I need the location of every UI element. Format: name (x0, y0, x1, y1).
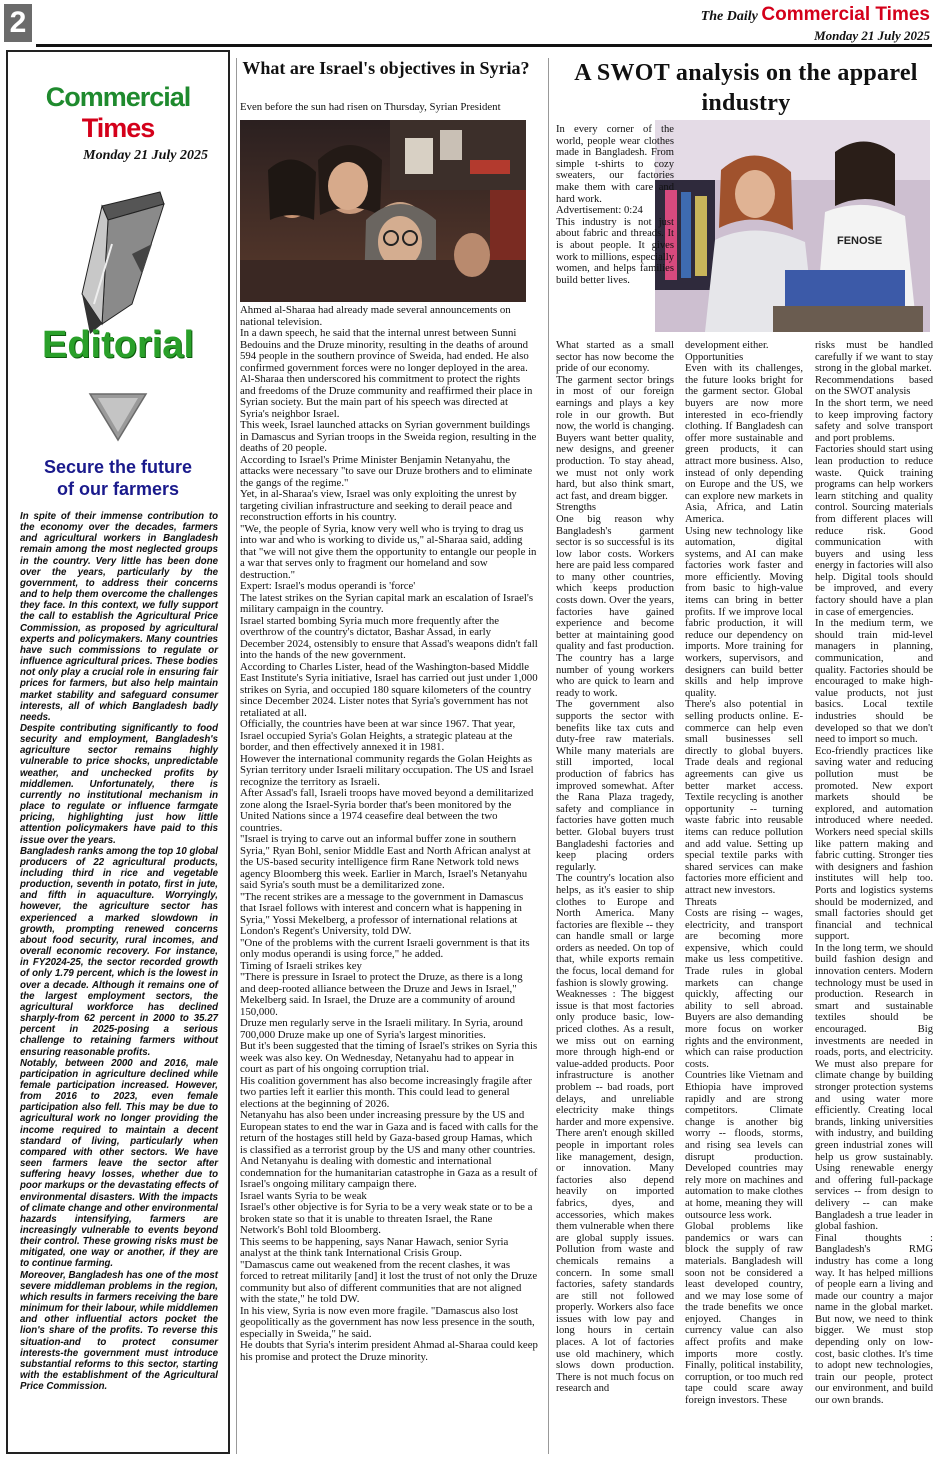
editorial-headline-line2: of our farmers (56, 479, 180, 499)
editorial-paragraph: Moreover, Bangladesh has one of the most severe middleman problems in the region, which results in farmers receiving the bare minimum for their labour, while middlemen and other influential actors pocket the lion's share of the profits. To reverse this situation-and to protect consumer interests-the government must introduce substantial reforms to this sector, starting with the establishment of the Agricultural Price Commission. (20, 1269, 218, 1393)
swot-subhead: Threats (685, 896, 717, 908)
israel-paragraph: After Assad's fall, Israeli troops have moved beyond a demilitarized zone along the Israel-Syria border that's been monitored by the United Nations since a 1974 ceasefire deal between the two countries. (240, 787, 534, 834)
editorial-paragraph: In spite of their immense contribution to the economy over the decades, farmers and agricultural workers in Bangladesh remain among the most neglected groups in the country. Very little has been done over the years, particularly by the government, to address their concerns and to help them overcome the challenges they face. In this context, we fully support the call to establish the Agricultural Price Commission, as proposed by agricultural experts and policymakers. Many countries have such commissions to regulate or influence agricultural prices. These bodies not only play a crucial role in ensuring fair prices for farmers, but also help maintain market stability and safeguard consumer interests, all of which Bangladesh badly needs. (20, 511, 218, 723)
swot-paragraph: Final thoughts : Bangladesh's RMG industry has come a long way. It has helped millions of people earn a living and made our country a major name in the global market. But now, we need to think bigger. We must stop depending only on low-cost, basic clothes. It's time to adopt new technologies, train our people, protect our environment, and build our own brands. (815, 1232, 933, 1407)
protest-photo (240, 120, 526, 302)
header-rule (36, 44, 932, 47)
israel-paragraph: In a dawn speech, he said that the internal unrest between Sunni Bedouins and the Druze minority, resulting in the deaths of around 594 people in the southern province of Sweida, had ended. He also confirmed government forces were no longer deployed in the area. (240, 327, 529, 374)
israel-paragraph: Al-Sharaa then underscored his commitment to protect the rights and freedoms of the Druze community and reaffirmed their place in Syrian society. But the main part of his speech was directed at Syria's neighbor Israel. (240, 373, 533, 420)
editorial-paragraph: Notably, between 2000 and 2016, male participation in agriculture declined while female participation increased. However, from 2016 to 2023, even female participation also fell. This may be due to agricultural work no longer providing the income required to maintain a decent standard of living, particularly when compared with other sectors. We have seen farmers leave the sector after suffering heavy losses, whether due to poor markups or the devastating effects of environmental disasters. With the impacts of climate change and other environmental hazards intensifying, farmers are increasingly vulnerable to events beyond their control. These growing risks must be mitigated, one way or another, if they are to continue farming. (20, 1057, 218, 1270)
israel-paragraph: Officially, the countries have been at war since 1967. That year, Israel occupied Syria's Golan Heights, a strategic plateau at the border, and then effectively annexed it in 1981. (240, 718, 516, 753)
israel-article-title: What are Israel's objectives in Syria? (242, 58, 530, 78)
israel-paragraph: He doubts that Syria's interim president Ahmad al-Sharaa could keep his promise and protect the Druze minority. (240, 1339, 538, 1363)
editorial-body (20, 511, 218, 1392)
israel-paragraph: According to Israel's Prime Minister Benjamin Netanyahu, the attacks were necessary "to save our Druze brothers and to eliminate the gangs of the regime." (240, 453, 533, 489)
swot-paragraph: Eco-friendly practices like saving water and reducing pollution must be promoted. New export markets should be explored, and automation introduced where needed. Workers need special skills like pattern making and fabric cutting. Stronger ties with designers and fashion institutes will help too. Ports and logistics systems should be modernized, and small factories should get financial and technical support. (815, 745, 933, 943)
swot-column-3 (815, 340, 933, 1452)
israel-paragraph: The latest strikes on the Syrian capital mark an escalation of Israel's military campaign in the country. (240, 591, 534, 615)
swot-paragraph: There's also potential in selling products online. E-commerce can help even small businesses sell directly to global buyers. Trade deals and regional agreements can give us better market access. Textile recycling is another opportunity -- turning waste fabric into reusable items can reduce pollution and add value. Setting up special textile parks with shared services can make factories more efficient and attract new investors. (685, 699, 803, 896)
swot-paragraph: Factories should start using lean production to reduce waste. Quick training programs can help workers learn stitching and quality control. Sourcing materials from different places will reduce risk. Good communication with buyers and using less energy in factories will also help. Digital tools should be improved, and every factory should have a plan in case of emergencies. (815, 444, 933, 618)
swot-paragraph: Costs are rising -- wages, electricity, and transport are becoming more expensive, which could make us less competitive. Trade rules in global markets can change quickly, affecting our ability to sell abroad. Buyers are also demanding more focus on worker rights and the environment, which can raise production costs. (685, 908, 803, 1070)
israel-paragraph: "There is pressure in Israel to protect the Druze, as there is a long and deep-rooted alliance between the Druze and Jews in Israel," Mekelberg said. In Israel, the Druze are a community of around 150,000. (240, 971, 523, 1018)
swot-paragraph: The garment sector brings in most of our foreign earnings and plays a key role in our growth. But now, the world is changing. Buyers want better quality, new designs, and greener production. To stay ahead, we must not only work hard, but also think smart, act fast, and dream bigger. (556, 374, 674, 502)
fountain-pen-icon (72, 184, 172, 334)
page-number: 2 (4, 4, 32, 42)
swot-paragraph: Global problems like pandemics or wars can block the supply of raw materials. Bangladesh will soon not be considered a least developed country, and we may lose some of the trade benefits we once enjoyed. Changes in currency value can also affect profits and make imports more costly. Finally, political instability, corruption, or too much red tape could scare away foreign investors. These (685, 1221, 803, 1407)
swot-subhead: Strengths (556, 502, 597, 514)
israel-paragraph: Yet, in al-Sharaa's view, Israel was only exploiting the unrest by targeting civilian infrastructure and seeking to derail peace and reconstruction efforts in his country. (240, 488, 517, 523)
israel-article-lead: Even before the sun had risen on Thursday, Syrian President (240, 101, 501, 113)
israel-paragraph: "The recent strikes are a message to the government in Damascus that Israel follows with interest and concern what is happening in Syria," Yossi Mekelberg, a professor of international relations at London's Regent's University, told DW. (240, 890, 524, 937)
sidebar-logo-red: Times (81, 113, 155, 143)
israel-subhead: Timing of Israeli strikes key (240, 959, 362, 972)
swot-paragraph: Countries like Vietnam and Ethiopia have improved rapidly and are strong competitors. Climate change is another big worry -- floods, storms, and rising sea levels can disrupt production. Developed countries may rely more on machines and automation to make clothes at home, meaning they will outsource less work. (685, 1070, 803, 1221)
swot-paragraph: In the medium term, we should train mid-level managers in planning, communication, and quality. Factories should be encouraged to make high-value products, not just basics. Local textile industries should be developed so that we don't need to import so much. (815, 618, 933, 746)
protest-photo-image (240, 120, 526, 302)
masthead-the-daily: The Daily (700, 9, 758, 24)
israel-paragraph: Netanyahu has also been under increasing pressure by the US and European states to end the war in Gaza and is faced with calls for the return of the hostages still held by Gaza-based group Hamas, which is classified as a terrorist group by the US and many other countries. (240, 1109, 539, 1156)
sidebar-date: Monday 21 July 2025 (83, 148, 208, 163)
masthead (701, 4, 930, 44)
israel-paragraph: This week, Israel launched attacks on Syrian government buildings in Damascus and Syrian troops in the Sweida region, resulting in the deaths of 20 people. (240, 419, 537, 454)
israel-subhead: Israel wants Syria to be weak (240, 1189, 367, 1202)
swot-paragraph: In the short term, we need to keep improving factory safety and solve transport and port problems. (815, 397, 933, 444)
swot-paragraph: The country's location also helps, as it's easier to ship clothes to Europe and North America. Many factories are flexible -- they can handle small or large orders as needed. On top of that, while exports remain the focus, local demand for fashion is slowly growing. (556, 873, 674, 989)
masthead-date: Monday 21 July 2025 (814, 28, 930, 43)
sidebar-logo-green: Commercial (45, 82, 191, 112)
israel-article-body (240, 305, 538, 1363)
israel-paragraph: But it's been suggested that the timing of Israel's strikes on Syria this week was also key. On Wednesday, Netanyahu had to appear in court as part of his ongoing corruption trial. (240, 1040, 538, 1075)
israel-subhead: Expert: Israel's modus operandi is 'force' (240, 580, 416, 592)
editorial-sidebar (6, 50, 230, 1454)
masthead-name: Commercial Times (761, 4, 930, 25)
down-arrow-icon (88, 392, 148, 442)
israel-paragraph: However the international community regards the Golan Heights as Syrian territory under Israeli military occupation. The US and Israel recognize the territory as Israeli. (240, 752, 534, 788)
israel-paragraph: According to Charles Lister, head of the Washington-based Middle East Institute's Syria initiative, Israel has carried out just under 1,000 strikes on Syria, and occupied 180 square kilometers of the country since December 2024. Lister notes that Syria's government has not retaliated at all. (240, 660, 538, 719)
swot-article-title: A SWOT analysis on the apparel industry (574, 60, 918, 116)
editorial-paragraph: Bangladesh ranks among the top 10 global producers of 22 agricultural products, including third in rice and vegetable production, seventh in potato, first in jute, and fifth in aquaculture. Worryingly, however, the agriculture sector has experienced a marked slowdown in growth, prompting renewed concerns about food security, rural incomes, and overall economic recovery. For instance, in FY2024-25, the sector recorded growth of only 1.79 percent, which is the lowest in over a decade. Although it remains one of the largest employment sectors, the agricultural workforce has declined sharply-from 62 percent in 2000 to 35.27 percent in 2025-posing a serious challenge to retaining farmers without ensuring reasonable profits. (20, 845, 218, 1058)
israel-paragraph: This seems to be happening, says Nanar Hawach, senior Syria analyst at the think tank International Crisis Group. (240, 1235, 509, 1259)
swot-paragraph: Even with its challenges, the future looks bright for the garment sector. Global buyers are now more interested in eco-friendly clothing. If Bangladesh can offer more sustainable and green products, it can attract more business. Also, instead of only depending on Europe and the US, we can explore new markets in Asia, Africa, and Latin America. (685, 363, 803, 525)
column-divider (548, 58, 549, 1454)
swot-paragraph: risks must be handled carefully if we want to stay strong in the global market. (815, 340, 933, 375)
israel-paragraph: And Netanyahu is dealing with domestic and international condemnation for the humanitarian catastrophe in Gaza as a result of Israel's ongoing military campaign there. (240, 1155, 538, 1190)
editorial-headline-line1: Secure the future (43, 457, 193, 477)
israel-paragraph: Israel's other objective is for Syria to be a very weak state or to be a broken state so that it is unable to threaten Israel, the Rane Network's Bohl told Bloomberg. (240, 1201, 533, 1236)
editorial-section-title: Editorial (41, 324, 195, 366)
fashion-design-photo-image (655, 120, 930, 332)
editorial-headline (18, 456, 218, 500)
swot-paragraph: development either. (685, 340, 769, 351)
swot-paragraph: Weaknesses : The biggest issue is that most factories only produce basic, low-priced clothes. As a result, we miss out on earning more through high-end or value-added products. Poor infrastructure is another problem -- bad roads, port delays, and unreliable electricity make things harder and more expensive. There aren't enough skilled people in important roles like management, design, or innovation. Many factories also depend heavily on imported fabrics, dyes, and accessories, which makes them vulnerable when there are global supply issues. Pollution from waste and chemicals remains a concern. In some small factories, safety standards are still not followed properly. Workers also face issues with low pay and long hours in certain places. A lot of factories use old machinery, which slows down production. There is not much focus on research and (556, 989, 674, 1395)
swot-paragraph: Using new technology like automation, digital systems, and AI can make factories work faster and more efficiently. Moving from basic to high-value items can bring in better profits. If we improve local fabric production, it will reduce our dependency on imports. More training for workers, supervisors, and designers can build better skills and help improve quality. (685, 525, 803, 699)
israel-paragraph: Israel started bombing Syria much more frequently after the overthrow of the country's dictator, Bashar Assad, in early December 2024, ostensibly to ensure that Assad's weapons didn't fall into the hands of the new government. (240, 614, 538, 661)
swot-paragraph: In the long term, we should build fashion design and innovation centers. Modern technology must be used in production. Research in smart and sustainable textiles should be encouraged. Big investments are needed in roads, ports, and electricity. We must also prepare for climate change by building stronger protection systems and using water more efficiently. Creating local brands, linking universities with industry, and building green industrial zones will help us grow sustainably. Using renewable energy and offering full-package services -- from design to delivery -- can make Bangladesh a true leader in global fashion. (815, 942, 933, 1233)
swot-paragraph: This industry is not just about fabric and threads. It is about people. It gives work to millions, especially women, and helps families build better lives. (556, 216, 674, 286)
swot-subhead: Opportunities (685, 351, 744, 363)
israel-paragraph: In his view, Syria is now even more fragile. "Damascus also lost geopolitically as the government has now less presence in the south, especially in Sweida," he said. (240, 1304, 535, 1340)
swot-column-1 (556, 340, 674, 1452)
israel-paragraph: Druze men regularly serve in the Israeli military. In Syria, around 700,000 Druze make up one of Syria's largest minorities. (240, 1017, 523, 1041)
israel-paragraph: "One of the problems with the current Israeli government is that its only modus operandi is using force," he added. (240, 936, 530, 960)
swot-column-1-top (556, 124, 674, 336)
israel-paragraph: "We, the people of Syria, know very well who is trying to drag us into war and who is working to divide us," al-Sharaa said, adding that "we will not give them the opportunity to entangle our people in a war that serves only to fragment our homeland and sow destruction." (240, 522, 537, 581)
swot-paragraph: The government also supports the sector with benefits like tax cuts and duty-free raw materials. While many materials are still imported, local production of fabrics has improved somewhat. After the Rana Plaza tragedy, safety and compliance in factories have gotten much better. Global buyers trust Bangladeshi factories and keep placing orders regularly. (556, 699, 674, 873)
israel-paragraph: "Damascus came out weakened from the recent clashes, it was forced to retreat militarily [and] it lost the trust of not only the Druze community but also of different communities that are not aligned with the state," he told DW. (240, 1258, 538, 1305)
fashion-design-photo (655, 120, 930, 332)
israel-paragraph: "Israel is trying to carve out an informal buffer zone in southern Syria," Ryan Bohl, senior Middle East and North African analyst at the US-based security intelligence firm Rane Network told news agency Bloomberg this week. Earlier in March, Israel's Netanyahu said Syria's south must be a demilitarized zone. (240, 833, 531, 891)
column-divider (236, 58, 237, 1454)
swot-column-2 (685, 340, 803, 1452)
swot-paragraph: One big reason why Bangladesh's garment sector is so successful is its low labor costs. Workers here are paid less compared to many other countries, which keeps production costs down. Over the years, factories have gained experience and become better at maintaining good quality and fast production. The country has a large number of young workers who are quick to learn and ready to work. (556, 513, 674, 699)
swot-subhead: Recommendations based on the SWOT analysis (815, 374, 933, 398)
israel-paragraph: His coalition government has also become increasingly fragile after two parties left it earlier this month. This could lead to general elections at the beginning of 2026. (240, 1074, 533, 1110)
editorial-paragraph: Despite contributing significantly to food security and employment, Bangladesh's agriculture sector remains highly vulnerable to price shocks, unpredictable weather, and unchecked profits by middlemen. Unfortunately, there is currently no institutional mechanism in place to regulate or influence farmgate pricing, highlighting just how little attention policymakers have paid to this issue over the years. (20, 722, 218, 846)
svg-text:FENOSE: FENOSE (837, 235, 883, 247)
swot-advert-note: Advertisement: 0:24 (556, 205, 643, 217)
swot-paragraph: In every corner of the world, people wear clothes made in Bangladesh. From simple t-shirts to cozy sweaters, our factories make them with care and hard work. (556, 124, 674, 205)
sidebar-logo (8, 82, 228, 144)
swot-paragraph: What started as a small sector has now become the pride of our economy. (556, 340, 674, 375)
israel-paragraph: Ahmed al-Sharaa had already made several announcements on national television. (240, 304, 511, 328)
masthead-brand (701, 4, 930, 26)
